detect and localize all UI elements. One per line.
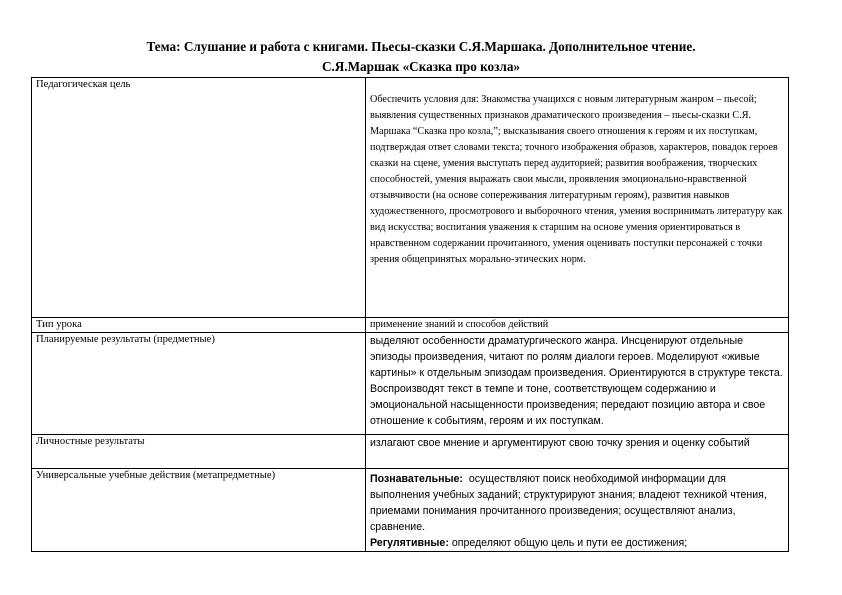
table-row <box>32 318 789 333</box>
page-title-line-2: С.Я.Маршак «Сказка про козла» <box>321 59 521 74</box>
regulatory-heading: Регулятивные: <box>370 537 449 549</box>
row-value-personal-results: излагают свое мнение и аргументируют свою точку зрения и оценку событий <box>366 435 789 469</box>
lesson-plan-table <box>31 77 789 552</box>
goal-text: Обеспечить условия для: Знакомства учащихся с новым литературным жанром – пьесой; выявления существенных признаков драматического произведения – пьесы-сказки С.Я. Маршака “Сказка про козла,”; высказывания своего отношения к героям и их поступкам, подтверждая ответ словами текста; точного изображения образов, характеров, повадок героев сказки на сцене, умения выступать перед аудиторией; развития воображения, творческих способностей, умения выражать свои мысли, проявления эмоционально-нравственной отзывчивости (на основе сопереживания литературным героям), развития навыков художественного, просмотрового и выборочного чтения, умения воспринимать литературу как вид искусства; воспитания уважения к старшим на основе умения ориентироваться в нравственном содержании прочитанного, умения оценивать поступки персонажей с точки зрения общепринятых морально-этических норм. <box>370 94 783 265</box>
regulatory-text: определяют общую цель и пути ее достижения; <box>451 537 688 549</box>
row-label-lesson-type: Тип урока <box>32 318 366 333</box>
row-label-universal-actions: Универсальные учебные действия (метапредметные) <box>32 469 366 552</box>
table-row <box>32 78 789 318</box>
row-value-planned-results: выделяют особенности драматургического жанра. Инсценируют отдельные эпизоды произведения, читают по ролям диалоги героев. Моделируют «живые картины» к отдельным эпизодам произведения. Ориентируются в структуре текста. Воспроизводят текст в темпе и тоне, соответствующем содержанию и эмоциональной насыщенности произведения; передают позицию автора и свое отношение к событиям, героям и их поступкам. <box>366 333 789 435</box>
row-label-goal: Педагогическая цель <box>32 78 366 318</box>
row-label-personal-results: Личностные результаты <box>32 435 366 469</box>
table-row <box>32 333 789 435</box>
table-row <box>32 469 789 552</box>
cognitive-text: осуществляют поиск необходимой информации для выполнения учебных заданий; структурируют знания; владеют техникой чтения, приемами понимания прочитанного произведения; осуществляют анализ, сравнение. <box>370 473 767 533</box>
row-value-goal <box>366 78 789 318</box>
row-value-universal-actions <box>366 469 789 552</box>
table-row <box>32 435 789 469</box>
row-label-planned-results: Планируемые результаты (предметные) <box>32 333 366 435</box>
cognitive-heading: Познавательные: <box>370 473 463 485</box>
page-title-line-1: Тема: Слушание и работа с книгами. Пьесы-сказки С.Я.Маршака. Дополнительное чтение. <box>146 39 696 54</box>
row-value-lesson-type: применение знаний и способов действий <box>366 318 789 333</box>
